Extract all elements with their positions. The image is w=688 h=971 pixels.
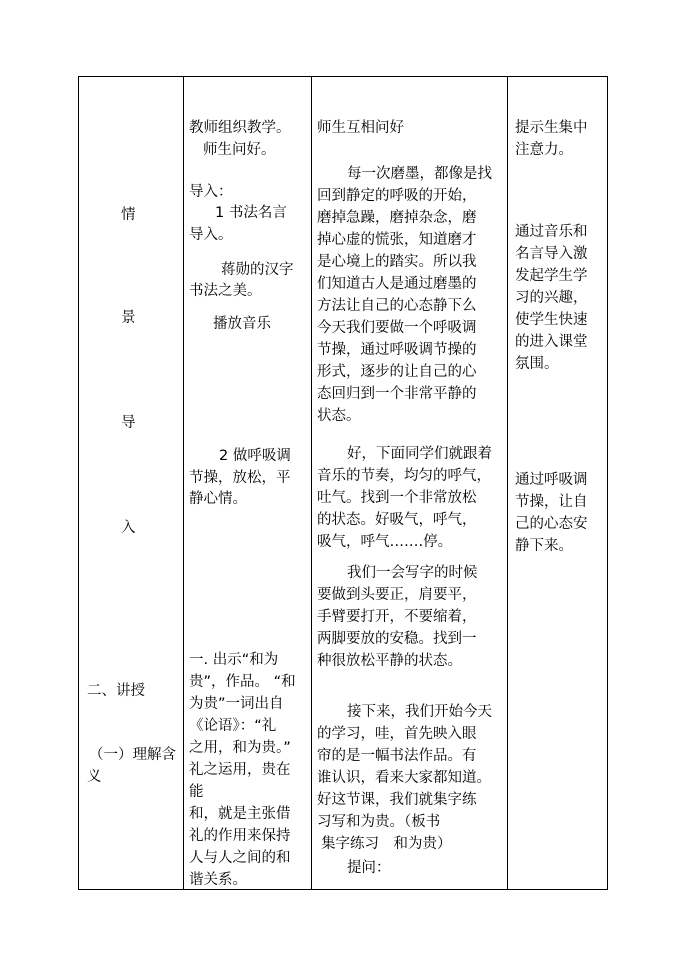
stage-column <box>79 77 183 889</box>
text-line: 和，就是主张借 <box>189 806 291 822</box>
text-line: 节操，放松，平 <box>189 470 291 486</box>
text-line: 2 做呼吸调 <box>219 448 291 464</box>
purpose-column <box>507 77 609 889</box>
text-line: 吸气，呼气…….停。 <box>317 534 453 550</box>
text-line: 导入。 <box>189 227 233 243</box>
text-line: 发起学生学 <box>515 268 588 284</box>
text-line: 节操，让自 <box>515 494 588 510</box>
text-line: 们知道古人是通过磨墨的 <box>317 276 477 292</box>
text-line: 态回归到一个非常平静的 <box>317 386 477 402</box>
text-line: 使学生快速 <box>515 312 588 328</box>
text-line: 书法之美。 <box>189 283 262 299</box>
text-line: 静下来。 <box>515 538 573 554</box>
text-line: 播放音乐 <box>213 316 271 332</box>
text-line: 名言导入激 <box>515 246 588 262</box>
text-line: 1 书法名言 <box>215 205 287 221</box>
text-line: 谁认识，看来大家都知道。 <box>317 770 491 786</box>
stage-char: 入 <box>121 520 136 536</box>
text-line: 注意力。 <box>515 142 573 158</box>
text-line: 静心情。 <box>189 491 247 507</box>
text-line: 习写和为贵。（板书 <box>317 814 441 830</box>
text-line: 《论语》：“礼 <box>189 718 277 734</box>
text-line: 己的心态安 <box>515 516 588 532</box>
stage-char: 情 <box>121 207 136 223</box>
student-activity-column <box>311 77 507 889</box>
text-line: 的进入课堂 <box>515 334 588 350</box>
text-line: 通过音乐和 <box>515 224 588 240</box>
text-line: 为贵”一词出自 <box>189 696 284 712</box>
text-line: 师生问好。 <box>203 142 276 158</box>
text-line: 状态。 <box>317 408 361 424</box>
text-line: 方法让自己的心态静下么 <box>317 298 477 314</box>
text-line: 好这节课，我们就集字练 <box>317 792 477 808</box>
text-line: 提示生集中 <box>515 120 588 136</box>
section-title: 二、讲授 <box>87 683 145 699</box>
text-line: 礼的作用来保持 <box>189 828 291 844</box>
text-line: 人与人之间的和 <box>189 850 291 866</box>
text-line: 导入： <box>189 184 233 200</box>
text-line: 磨掉急躁，磨掉杂念，磨 <box>317 210 477 226</box>
text-line: 两脚要放的安稳。找到一 <box>317 631 477 647</box>
text-line: 教师组织教学。 <box>189 120 291 136</box>
text-line: 我们一会写字的时候 <box>347 565 478 581</box>
text-line: 师生互相问好 <box>317 120 404 136</box>
text-line: 之用，和为贵。” <box>189 740 291 756</box>
text-line: 提问： <box>347 860 391 876</box>
text-line: 手臂要打开，不要缩着， <box>317 609 477 625</box>
text-line: 吐气。找到一个非常放松 <box>317 490 477 506</box>
text-line: 每一次磨墨，都像是找 <box>347 166 492 182</box>
text-line: 要做到头要正，肩要平， <box>317 587 477 603</box>
text-line: 音乐的节奏，均匀的呼气， <box>317 468 491 484</box>
text-line: 形式，逐步的让自己的心 <box>317 364 477 380</box>
text-line: 今天我们要做一个呼吸调 <box>317 320 477 336</box>
text-line: 一. 出示“和为 <box>189 652 279 668</box>
text-line: 能 <box>189 784 204 800</box>
text-line: 接下来，我们开始今天 <box>347 704 492 720</box>
text-line: 氛围。 <box>515 356 559 372</box>
text-line: 节操，通过呼吸调节操的 <box>317 342 477 358</box>
text-line: 习的兴趣， <box>515 290 588 306</box>
text-line: 好，下面同学们就跟着 <box>347 446 492 462</box>
text-line: 集字练习 和为贵） <box>321 836 452 852</box>
stage-char: 导 <box>121 415 136 431</box>
text-line: 的学习，哇，首先映入眼 <box>317 726 477 742</box>
lesson-plan-table <box>78 76 608 890</box>
text-line: 通过呼吸调 <box>515 472 588 488</box>
text-line: 回到静定的呼吸的开始， <box>317 188 477 204</box>
text-line: 帘的是一幅书法作品。有 <box>317 748 477 764</box>
text-line: 贵”，作品。 “和 <box>189 674 296 690</box>
text-line: 是心境上的踏实。所以我 <box>317 254 477 270</box>
text-line: 掉心虚的慌张，知道磨才 <box>317 232 477 248</box>
section-subtitle: （一）理解含 <box>89 747 176 763</box>
teacher-activity-column <box>183 77 311 889</box>
text-line: 礼之运用，贵在 <box>189 762 291 778</box>
text-line: 的状态。好吸气，呼气， <box>317 512 477 528</box>
text-line: 蒋勋的汉字 <box>221 262 294 278</box>
stage-char: 景 <box>121 310 136 326</box>
section-subtitle: 义 <box>87 769 102 785</box>
text-line: 谐关系。 <box>189 872 247 888</box>
text-line: 种很放松平静的状态。 <box>317 653 462 669</box>
